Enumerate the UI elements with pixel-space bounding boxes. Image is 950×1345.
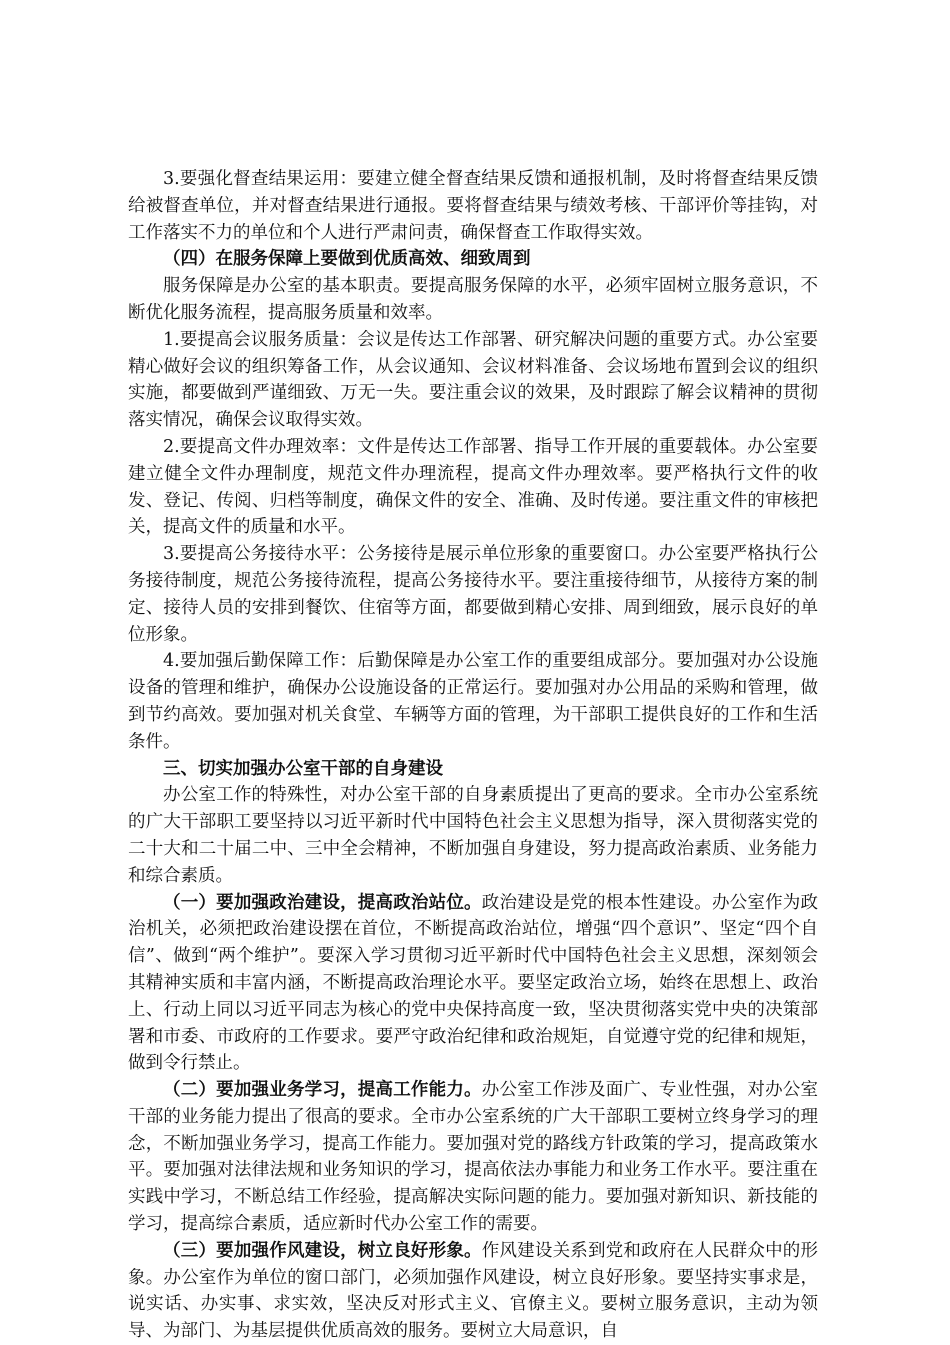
paragraph-logistics: 4.要加强后勤保障工作：后勤保障是办公室工作的重要组成部分。要加强对办公设施设备的管理和维护，确保办公设施设备的正常运行。要加强对办公用品的采购和管理，做到节约高效。要加强对机关食堂、车辆等方面的管理，为干部职工提供良好的工作和生活条件。 bbox=[128, 651, 818, 752]
paragraph-document-handling: 2.要提高文件办理效率：文件是传达工作部署、指导工作开展的重要载体。办公室要建立健全文件办理制度，规范文件办理流程，提高文件办理效率。要严格执行文件的收发、登记、传阅、归档等制度，确保文件的安全、准确、及时传递。要注重文件的审核把关，提高文件的质量和水平。 bbox=[128, 436, 818, 538]
lead-political-building: （一）要加强政治建设，提高政治站位。 bbox=[163, 892, 482, 913]
body-work-style: 作风建设关系到党和政府在人民群众中的形象。办公室作为单位的窗口部门，必须加强作风建设，树立良好形象。要坚持实事求是，说实话、办实事、求实效，坚决反对形式主义、官僚主义。要树立服务意识，主动为领导、为部门、为基层提供优质高效的服务。要树立大局意识，自 bbox=[128, 1240, 818, 1342]
paragraph-service-intro: 服务保障是办公室的基本职责。要提高服务保障的水平，必须牢固树立服务意识，不断优化服务流程，提高服务质量和效率。 bbox=[128, 276, 818, 323]
lead-business-learning: （二）要加强业务学习，提高工作能力。 bbox=[163, 1080, 482, 1101]
section-heading-self-building: 三、切实加强办公室干部的自身建设 bbox=[163, 758, 443, 779]
paragraph-official-reception: 3.要提高公务接待水平：公务接待是展示单位形象的重要窗口。办公室要严格执行公务接待制度，规范公务接待流程，提高公务接待水平。要注重接待细节，从接待方案的制定、接待人员的安排到餐饮、住宿等方面，都要做到精心安排、周到细致，展示良好的单位形象。 bbox=[128, 544, 818, 645]
document-page bbox=[128, 166, 818, 1345]
paragraph-meeting-service: 1.要提高会议服务质量：会议是传达工作部署、研究解决问题的重要方式。办公室要精心做好会议的组织筹备工作，从会议通知、会议材料准备、会议场地布置到会议的组织实施，都要做到严谨细致、万无一失。要注重会议的效果，及时跟踪了解会议精神的贯彻落实情况，确保会议取得实效。 bbox=[128, 329, 818, 431]
lead-work-style: （三）要加强作风建设，树立良好形象。 bbox=[163, 1240, 482, 1261]
body-political-building: 政治建设是党的根本性建设。办公室作为政治机关，必须把政治建设摆在首位，不断提高政治站位，增强“四个意识”、坚定“四个自信”、做到“两个维护”。要深入学习贯彻习近平新时代中国特色社会主义思想，深刻领会其精神实质和丰富内涵，不断提高政治理论水平。要坚定政治立场，始终在思想上、政治上、行动上同以习近平同志为核心的党中央保持高度一致，坚决贯彻落实党中央的决策部署和市委、市政府的工作要求。要严守政治纪律和政治规矩，自觉遵守党的纪律和规矩，做到令行禁止。 bbox=[128, 892, 818, 1074]
section-heading-service-guarantee: （四）在服务保障上要做到优质高效、细致周到 bbox=[163, 249, 531, 270]
paragraph-self-building-intro: 办公室工作的特殊性，对办公室干部的自身素质提出了更高的要求。全市办公室系统的广大干部职工要坚持以习近平新时代中国特色社会主义思想为指导，深入贯彻落实党的二十大和二十届二中、三中全会精神，不断加强自身建设，努力提高政治素质、业务能力和综合素质。 bbox=[128, 785, 818, 886]
paragraph-work-style bbox=[128, 1238, 818, 1345]
paragraph-political-building bbox=[128, 890, 818, 1078]
body-business-learning: 办公室工作涉及面广、专业性强，对办公室干部的业务能力提出了很高的要求。全市办公室系统的广大干部职工要树立终身学习的理念，不断加强业务学习，提高工作能力。要加强对党的路线方针政策的学习，提高政策水平。要加强对法律法规和业务知识的学习，提高依法办事能力和业务工作水平。要注重在实践中学习，不断总结工作经验，提高解决实际问题的能力。要加强对新知识、新技能的学习，提高综合素质，适应新时代办公室工作的需要。 bbox=[128, 1080, 818, 1235]
paragraph-business-learning bbox=[128, 1077, 818, 1238]
paragraph-supervision-results: 3.要强化督查结果运用：要建立健全督查结果反馈和通报机制，及时将督查结果反馈给被督查单位，并对督查结果进行通报。要将督查结果与绩效考核、干部评价等挂钩，对工作落实不力的单位和个人进行严肃问责，确保督查工作取得实效。 bbox=[128, 169, 818, 243]
